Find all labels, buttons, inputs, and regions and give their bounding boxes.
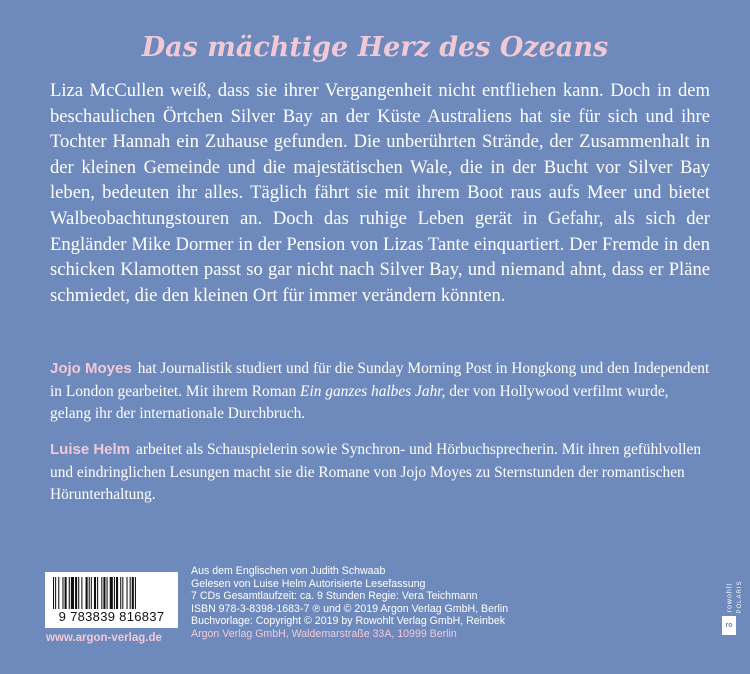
barcode-bar bbox=[62, 577, 63, 609]
barcode-bar bbox=[130, 577, 131, 609]
author-bio-text-1: hat Journalistik studiert und für die Sunday Morning Post in Hongkong und den Independent in London gearbeitet. Mit ihrem Roman bbox=[50, 360, 710, 400]
publisher-address: Argon Verlag GmbH, Waldemarstraße 33A, 10999 Berlin bbox=[191, 627, 457, 640]
credit-format: 7 CDs Gesamtlaufzeit: ca. 9 Stunden Regie: Vera Teichmann bbox=[191, 590, 478, 603]
barcode-bar bbox=[110, 577, 113, 609]
barcode-bar bbox=[103, 577, 105, 609]
barcode-bar bbox=[58, 577, 59, 609]
barcode-bar bbox=[55, 577, 56, 609]
barcode-bar bbox=[78, 577, 79, 609]
publisher-logo bbox=[722, 580, 743, 635]
barcode-bar bbox=[97, 577, 98, 609]
barcode-bar bbox=[81, 577, 82, 609]
credit-narrator: Gelesen von Luise Helm Autorisierte Lesefassung bbox=[191, 577, 426, 590]
publisher-website[interactable]: www.argon-verlag.de bbox=[46, 632, 162, 644]
barcode-bar bbox=[86, 577, 88, 609]
barcode-bar bbox=[75, 577, 77, 609]
reader-bio-text: arbeitet als Schauspielerin sowie Synchron- und Hörbuchsprecherin. Mit ihren gefühlvollen und eindringlichen Lesungen macht sie die Romane von Jojo Moyes zu Sternstunden der romantischen Hörunterhaltung. bbox=[50, 441, 702, 503]
barcode-bar bbox=[114, 577, 115, 609]
credit-translation: Aus dem Englischen von Judith Schwaab bbox=[191, 565, 386, 577]
barcode-bar bbox=[107, 577, 108, 609]
barcode-bar bbox=[89, 577, 90, 609]
isbn-barcode bbox=[45, 572, 178, 628]
reader-name: Luise Helm bbox=[50, 441, 131, 458]
book-blurb: Liza McCullen weiß, dass sie ihrer Vergangenheit nicht entfliehen kann. Doch in dem beschaulichen Örtchen Silver Bay an der Küste Australiens hat sie für sich und ihre Tochter Hannah ein Zuhause gefunden. Die unberührten Strände, der Zusammenhalt in der kleinen Gemeinde und die majestätischen Wale, die in der Bucht vor Silver Bay leben, bedeuten ihr alles. Täglich fährt sie mit ihrem Boot raus aufs Meer und bietet Walbeobachtungstouren an. Doch das ruhige Leben gerät in Gefahr, als sich der Engländer Mike Dormer in der Pension von Lizas Tante einquartiert. Der Fremde in den schicken Klamotten passt so gar nicht nach Silver Bay, und niemand ahnt, dass er Pläne schmiedet, die den kleinen Ort für immer verändern könnten. bbox=[50, 80, 710, 306]
barcode-digits: 9 783839 816837 bbox=[58, 609, 165, 624]
barcode-bar bbox=[94, 577, 96, 609]
barcode-bar bbox=[53, 577, 54, 609]
credit-isbn: ISBN 978-3-8398-1683-7 ℗ und © 2019 Argon Verlag GmbH, Berlin bbox=[191, 602, 509, 615]
barcode-bar bbox=[91, 577, 92, 609]
barcode-bar bbox=[65, 577, 67, 609]
book-title: Das mächtige Herz des Ozeans bbox=[141, 32, 609, 63]
barcode-bar bbox=[122, 577, 123, 609]
barcode-bar bbox=[101, 577, 102, 609]
barcode-bar bbox=[71, 577, 74, 609]
author-bio bbox=[50, 358, 710, 426]
author-bio-text-2: der von Hollywood verfilmt wurde, gelang ihr der internationale Durchbruch. bbox=[50, 382, 669, 422]
publisher-logo-name: rowohlt bbox=[726, 582, 734, 613]
author-name: Jojo Moyes bbox=[50, 360, 132, 377]
publisher-logo-series: POLARIS bbox=[737, 580, 743, 614]
barcode-bar bbox=[135, 577, 136, 609]
barcode-bar bbox=[69, 577, 70, 609]
barcode-bar bbox=[127, 577, 128, 609]
production-credits bbox=[191, 565, 611, 641]
barcode-bar bbox=[132, 577, 134, 609]
credit-copyright: Buchvorlage: Copyright © 2019 by Rowohlt Verlag GmbH, Reinbek bbox=[191, 615, 506, 628]
reader-bio bbox=[50, 439, 710, 507]
publisher-logo-mark: ro bbox=[722, 616, 736, 635]
author-bio-book-title: Ein ganzes halbes Jahr, bbox=[300, 382, 446, 400]
barcode-bars bbox=[52, 577, 171, 609]
barcode-bar bbox=[120, 577, 121, 609]
barcode-bar bbox=[116, 577, 118, 609]
